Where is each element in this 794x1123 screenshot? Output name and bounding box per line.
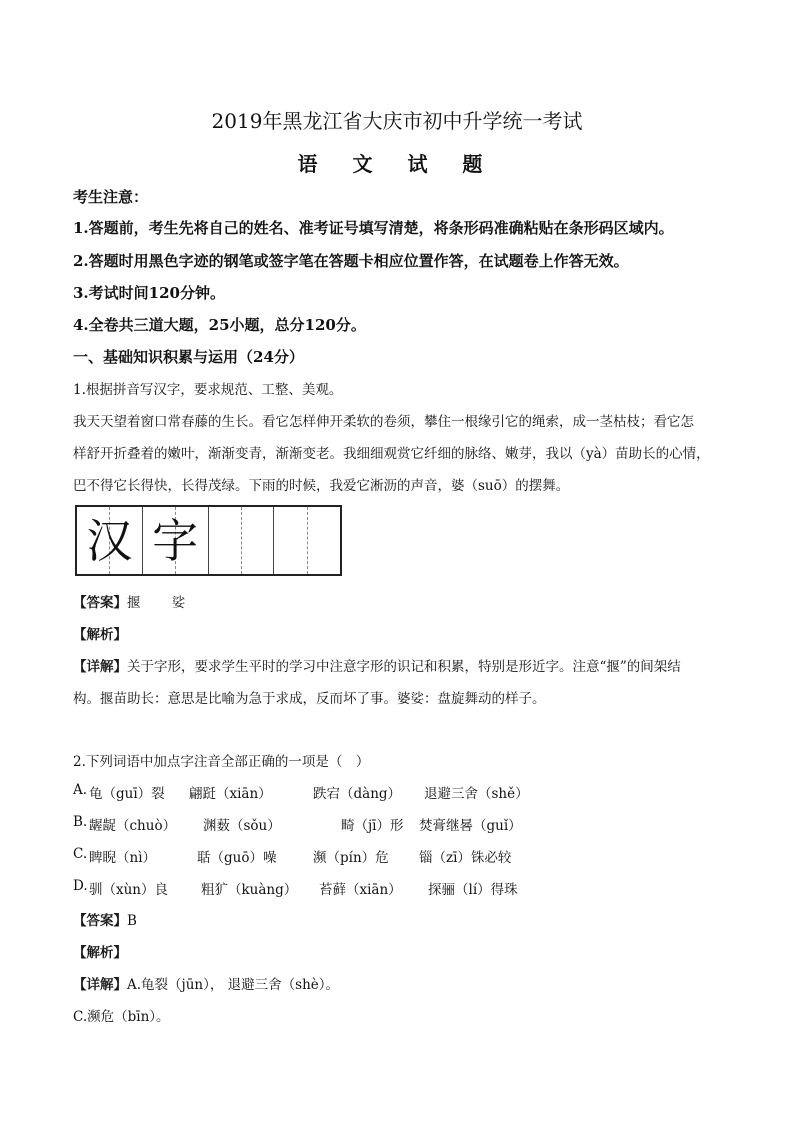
exam-title: 2019年黑龙江省大庆市初中升学统一考试 [211, 109, 583, 133]
q1-passage-line-2: 样舒开折叠着的嫩叶，渐渐变青，渐渐变老。我细细观赏它纤细的脉络、嫩芽，我以（yà）苗助长的心情， [73, 446, 710, 462]
option-item: 渊薮（sǒu） [203, 818, 281, 834]
q1-analysis-tag: 【解析】 [73, 627, 127, 643]
q1-passage-line-3: 巴不得它长得快，长得茂绿。下雨的时候，我爱它淅沥的声音，婆（suō）的摆舞。 [73, 478, 570, 494]
grid-cell [77, 507, 143, 574]
notice-item-2: 2.答题时用黑色字迹的钢笔或签字笔在答题卡相应位置作答，在试题卷上作答无效。 [73, 252, 629, 270]
option-item: 龌龊（chuò） [89, 818, 177, 834]
notice-item-3: 3.考试时间120分钟。 [73, 284, 225, 302]
option-item: 睥睨（nì） [89, 850, 157, 866]
option-item: 聒（guō）噪 [197, 850, 277, 866]
option-item: 探骊（lí）得珠 [428, 882, 518, 898]
q1-prompt: 1.根据拼音写汉字，要求规范、工整、美观。 [73, 382, 343, 398]
detail-tag: 【详解】 [73, 977, 127, 993]
option-item: 龟（guī）裂 [89, 786, 165, 802]
exam-subtitle: 语 文 试 题 [297, 152, 497, 176]
option-item: 锱（zī）铢必较 [419, 850, 512, 866]
option-item: 跌宕（dàng） [313, 786, 402, 802]
option-letter: D. [73, 878, 88, 894]
q2-prompt: 2.下列词语中加点字注音全部正确的一项是（ ） [73, 754, 370, 770]
option-item: 濒（pín）危 [313, 850, 389, 866]
notice-item-1: 1.答题前，考生先将自己的姓名、准考证号填写清楚，将条形码准确粘贴在条形码区域内。 [73, 219, 674, 237]
notice-heading: 考生注意： [73, 188, 149, 206]
answer-text: 揠 娑 [127, 595, 186, 611]
q2-answer [73, 909, 137, 929]
option-item: 退避三舍（shě） [424, 786, 529, 802]
q1-passage-line-1: 我天天望着窗口常春藤的生长。看它怎样伸开柔软的卷须，攀住一根缘引它的绳索，成一茎枯枝；看它怎 [73, 414, 694, 430]
option-item: 驯（xùn）良 [89, 882, 169, 898]
option-letter: C. [73, 846, 88, 862]
detail-text: 关于字形，要求学生平时的学习中注意字形的识记和积累，特别是形近字。注意“揠”的间架结 [127, 659, 681, 675]
writing-grid [75, 505, 342, 576]
option-letter: B. [73, 814, 88, 830]
detail-tag: 【详解】 [73, 659, 127, 675]
option-item: 苔藓（xiān） [319, 882, 402, 898]
section-heading: 一、基础知识积累与运用（24分） [73, 348, 304, 366]
option-item: 畸（jī）形 [341, 818, 404, 834]
option-item: 粗犷（kuàng） [201, 882, 298, 898]
detail-text: A.龟裂（jūn）， 退避三舍（shè）。 [127, 977, 340, 993]
q2-analysis-tag: 【解析】 [73, 945, 127, 961]
grid-char: 字 [152, 514, 199, 568]
q1-detail-line-2: 构。揠苗助长：意思是比喻为急于求成，反而坏了事。婆娑：盘旋舞动的样子。 [73, 691, 546, 707]
grid-cell [274, 507, 340, 574]
answer-text: B [127, 913, 137, 929]
q2-detail-line-2: C.濒危（bīn）。 [73, 1009, 170, 1025]
grid-cell [143, 507, 209, 574]
option-item: 焚膏继晷（guǐ） [419, 818, 522, 834]
option-letter: A. [73, 782, 88, 798]
grid-cell [209, 507, 275, 574]
answer-tag: 【答案】 [73, 595, 127, 611]
q1-answer [73, 591, 185, 611]
q1-detail-line-1 [73, 655, 681, 675]
option-item: 翩跹（xiān） [189, 786, 272, 802]
notice-item-4: 4.全卷共三道大题，25小题，总分120分。 [73, 316, 366, 334]
q2-detail-line-1 [73, 973, 339, 993]
grid-char: 汉 [86, 514, 133, 568]
answer-tag: 【答案】 [73, 913, 127, 929]
